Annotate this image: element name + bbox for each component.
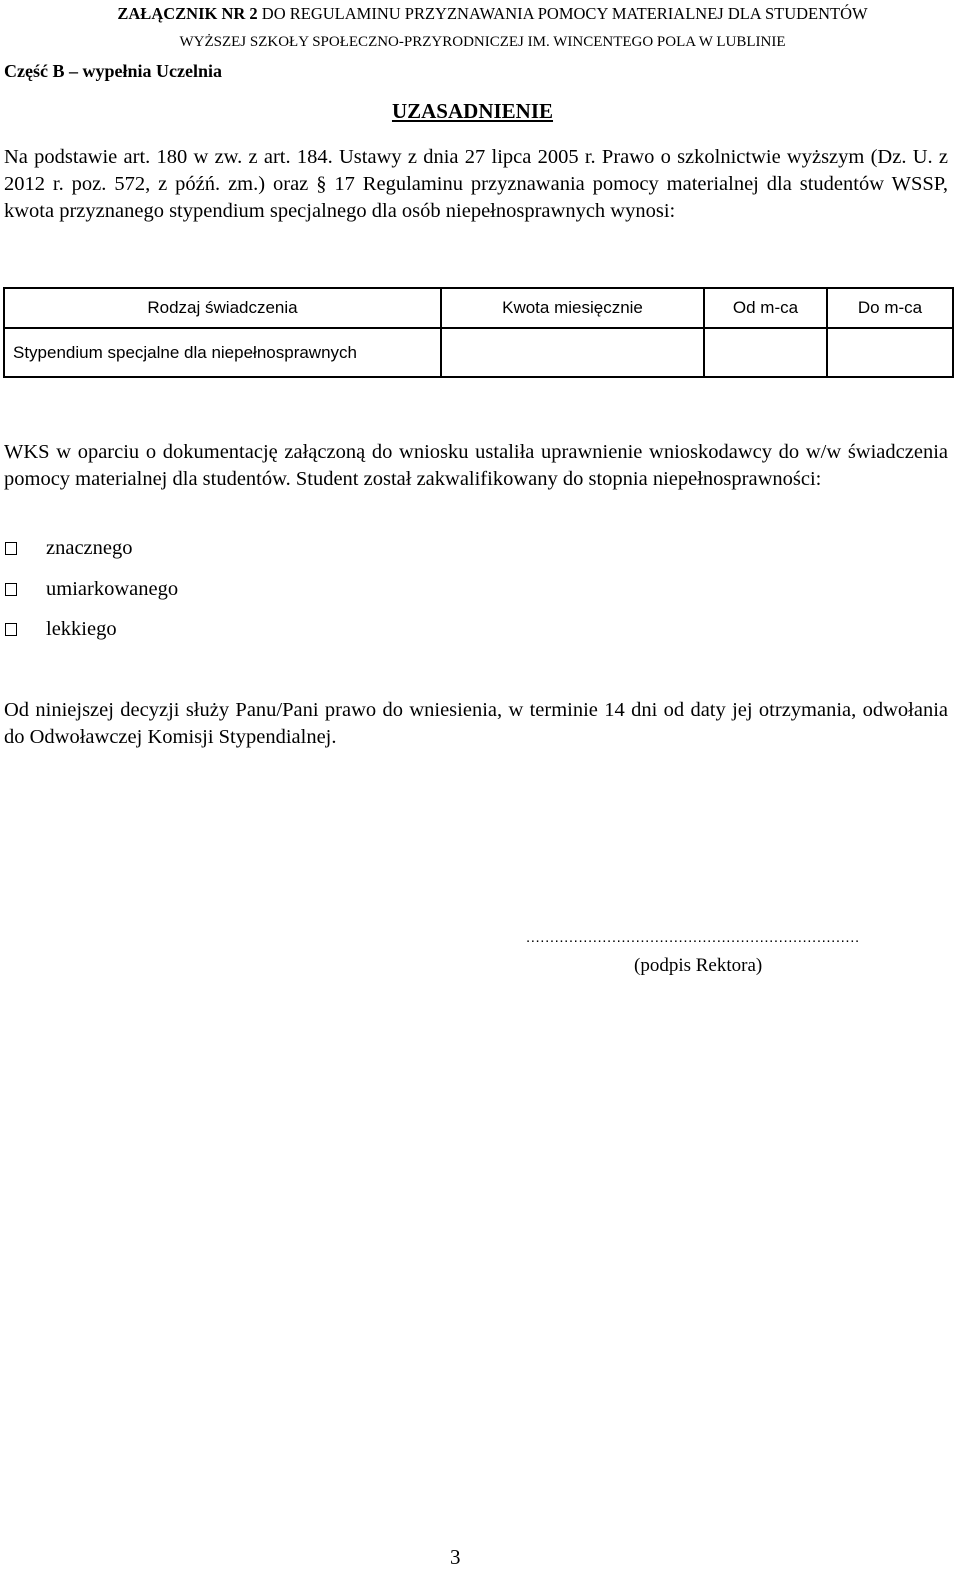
committee-decision-paragraph: WKS w oparciu o dokumentację załączoną do wniosku ustaliła uprawnienie wnioskodawcy do w/w świadczenia pomocy materialnej dla studentów. Student został zakwalifikowany do stopnia niepełnosprawności: xyxy=(4,441,948,490)
option-moderate[interactable] xyxy=(4,576,178,602)
header-to-month: Do m-ca xyxy=(827,288,953,328)
option-mild[interactable] xyxy=(4,616,117,642)
signature-line: ...................................................................... xyxy=(526,929,860,946)
page-number: 3 xyxy=(450,1545,461,1569)
award-table-header-row xyxy=(4,288,953,328)
option-label: znacznego xyxy=(46,536,133,559)
cell-monthly-amount xyxy=(441,328,704,377)
cell-to-month xyxy=(827,328,953,377)
attachment-number: ZAŁĄCZNIK NR 2 xyxy=(117,4,258,23)
checkbox-icon[interactable] xyxy=(5,542,17,555)
option-label: umiarkowanego xyxy=(46,577,179,600)
appeal-notice-paragraph: Od niniejszej decyzji służy Panu/Pani prawo do wniesienia, w terminie 14 dni od daty jej otrzymania, odwołania do Odwoławczej Komisji Stypendialnej. xyxy=(4,699,948,748)
cell-benefit-type: Stypendium specjalne dla niepełnosprawnych xyxy=(4,328,441,377)
header-benefit-type: Rodzaj świadczenia xyxy=(4,288,441,328)
option-significant[interactable] xyxy=(4,535,133,561)
option-label: lekkiego xyxy=(46,617,117,640)
award-table xyxy=(3,287,954,378)
header-monthly-amount: Kwota miesięcznie xyxy=(441,288,704,328)
document-header-line-2: WYŻSZEJ SZKOŁY SPOŁECZNO-PRZYRODNICZEJ IM. WINCENTEGO POLA W LUBLINIE xyxy=(179,34,786,50)
regulation-title: DO REGULAMINU PRZYZNAWANIA POMOCY MATERIALNEJ DLA STUDENTÓW xyxy=(257,4,868,23)
document-header-line-1 xyxy=(0,4,960,24)
checkbox-icon[interactable] xyxy=(5,623,17,636)
part-label: Część B – wypełnia Uczelnia xyxy=(4,61,222,81)
signature-label: (podpis Rektora) xyxy=(634,955,763,976)
table-row xyxy=(4,328,953,377)
header-from-month: Od m-ca xyxy=(704,288,827,328)
page-title: UZASADNIENIE xyxy=(391,99,554,123)
cell-from-month xyxy=(704,328,827,377)
legal-basis-paragraph: Na podstawie art. 180 w zw. z art. 184. Ustawy z dnia 27 lipca 2005 r. Prawo o szkolnictwie wyższym (Dz. U. z 2012 r. poz. 572, z późń. zm.) oraz § 17 Regulaminu przyznawania pomocy materialnej dla studentów WSSP, kwota przyznanego stypendium specjalnego dla osób niepełnosprawnych wynosi: xyxy=(4,146,948,222)
checkbox-icon[interactable] xyxy=(5,583,17,596)
